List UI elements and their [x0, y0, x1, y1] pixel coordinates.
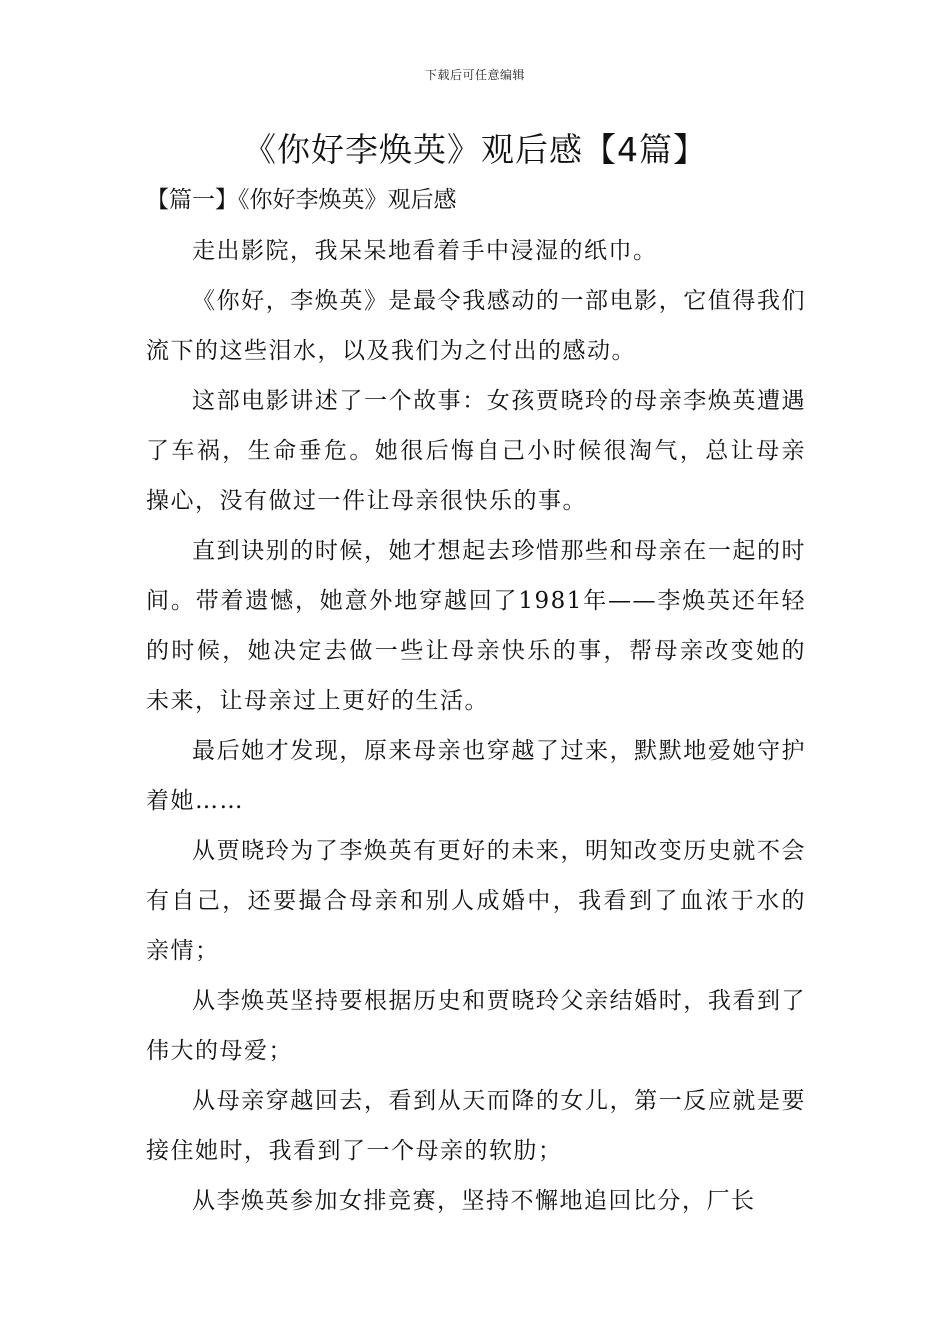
paragraph: 最后她才发现，原来母亲也穿越了过来，默默地爱她守护着她……	[146, 738, 806, 814]
paragraph: 这部电影讲述了一个故事：女孩贾晓玲的母亲李焕英遭遇了车祸，生命垂危。她很后悔自己小时候很淘气，总让母亲操心，没有做过一件让母亲很快乐的事。	[146, 388, 806, 514]
document-title: 《你好李焕英》观后感【4篇】	[243, 130, 707, 169]
paragraph: 从李焕英参加女排竞赛，坚持不懈地追回比分，厂长	[192, 1188, 756, 1214]
paragraph: 走出影院，我呆呆地看着手中浸湿的纸巾。	[192, 238, 658, 264]
page-header-note: 下载后可任意编辑	[424, 68, 525, 82]
paragraph: 从母亲穿越回去，看到从天而降的女儿，第一反应就是要接住她时，我看到了一个母亲的软肋；	[146, 1088, 806, 1164]
paragraph: 从贾晓玲为了李焕英有更好的未来，明知改变历史就不会有自己，还要撮合母亲和别人成婚中，我看到了血浓于水的亲情；	[146, 838, 806, 964]
document-body	[146, 226, 806, 1226]
paragraph: 直到诀别的时候，她才想起去珍惜那些和母亲在一起的时间。带着遗憾，她意外地穿越回了1981年——李焕英还年轻的时候，她决定去做一些让母亲快乐的事，帮母亲改变她的未来，让母亲过上更好的生活。	[146, 538, 806, 714]
paragraph: 《你好，李焕英》是最令我感动的一部电影，它值得我们流下的这些泪水，以及我们为之付出的感动。	[146, 288, 806, 364]
section-heading: 【篇一】《你好李焕英》观后感	[146, 187, 457, 213]
paragraph: 从李焕英坚持要根据历史和贾晓玲父亲结婚时，我看到了伟大的母爱；	[146, 988, 806, 1064]
